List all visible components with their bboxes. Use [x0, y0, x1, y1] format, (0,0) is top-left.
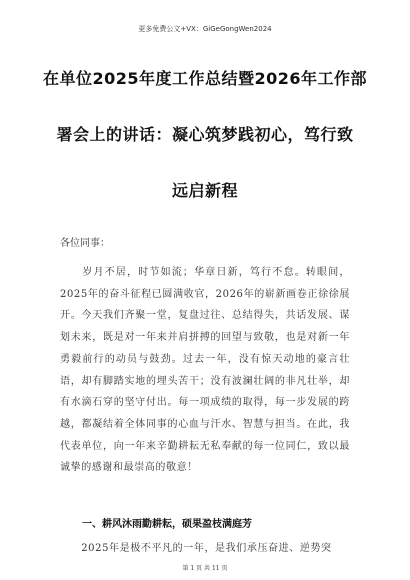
body-paragraph-1: 岁月不居，时节如流；华章日新，笃行不怠。转眼间，2025年的奋斗征程已圆满收官，2026年的崭新画卷正徐徐展开。今天我们齐聚一堂，复盘过往、总结得失，共话发展、谋划未来，既是对一年来并肩拼搏的回望与致敬，也是对新一年勇毅前行的动员与鼓劲。过去一年，没有惊天动地的豪言壮语，却有脚踏实地的埋头苦干；没有波澜壮阔的非凡壮举，却有水滴石穿的坚守付出。每一项成绩的取得，每一步发展的跨越，都凝结着全体同事的心血与汗水、智慧与担当。在此，我代表单位，向一年来辛勤耕耘无私奉献的每一位同仁，致以最诚挚的感谢和最崇高的敬意！	[60, 267, 350, 474]
salutation: 各位同事：	[60, 238, 110, 249]
section-heading-1: 一、耕风沐雨勤耕耘，硕果盈枝满庭芳	[82, 519, 252, 530]
document-title-line-1: 在单位2025年度工作总结暨2026年工作部	[42, 69, 368, 88]
page-number: 第 1 页 共 11 页	[182, 565, 228, 572]
body-paragraph-2: 2025年是极不平凡的一年，是我们承压奋进、逆势突	[60, 543, 332, 554]
document-title-line-3: 远启新程	[171, 181, 238, 200]
header-note: 更多免费公文+VX：GiGeGongWen2024	[138, 25, 272, 33]
document-title-line-2: 署会上的讲话：凝心筑梦践初心，笃行致	[56, 125, 354, 144]
